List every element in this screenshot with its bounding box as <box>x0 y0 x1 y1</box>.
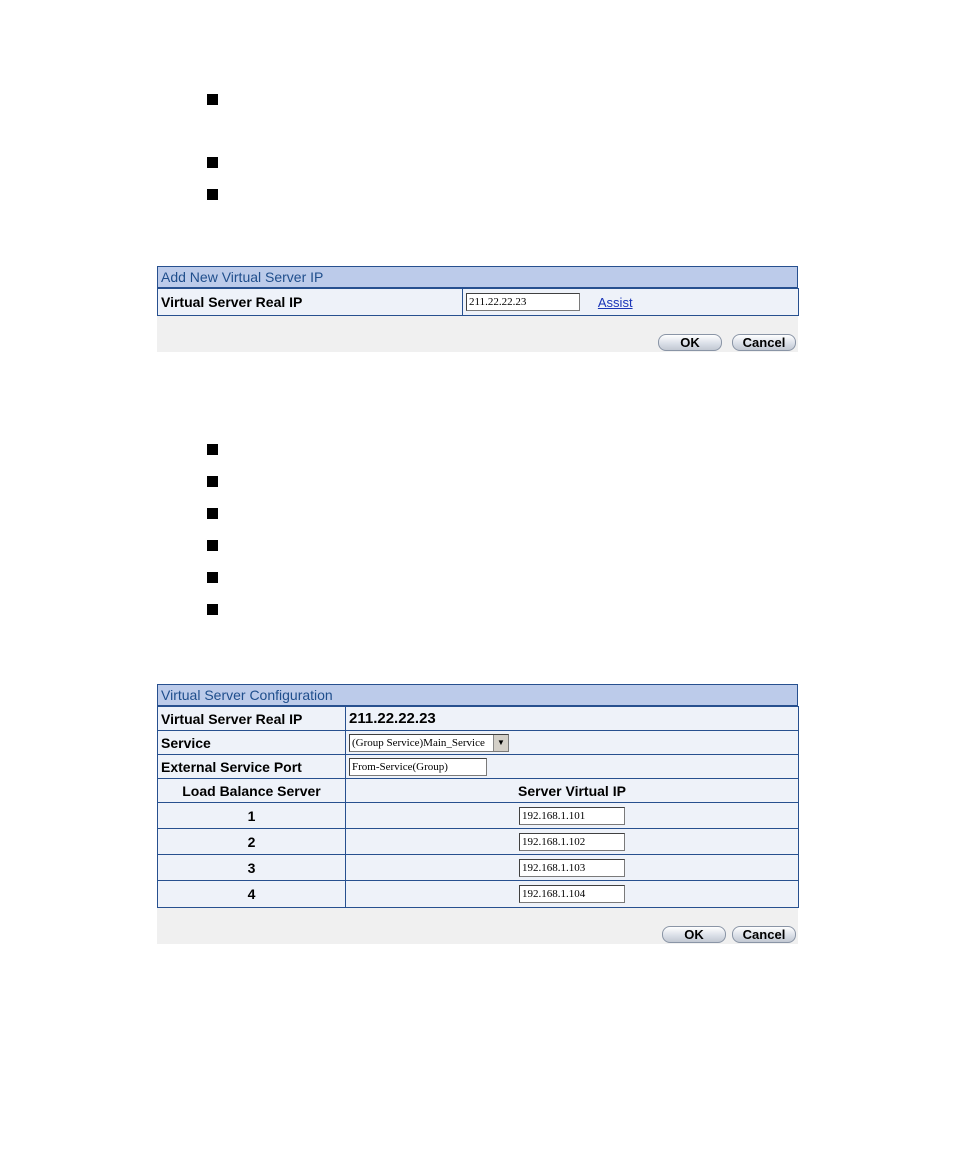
table-row <box>346 803 799 829</box>
add-virtual-server-table <box>157 288 799 316</box>
real-ip-value: 211.22.22.23 <box>346 707 799 731</box>
square-bullet-icon <box>207 476 218 487</box>
table-row <box>346 829 799 855</box>
column-header-server-virtual-ip: Server Virtual IP <box>346 779 799 803</box>
assist-link[interactable]: Assist <box>597 294 633 310</box>
ok-button[interactable]: OK <box>658 334 722 351</box>
ip-cell <box>463 289 799 316</box>
square-bullet-icon <box>207 444 218 455</box>
square-bullet-icon <box>207 508 218 519</box>
service-label: Service <box>158 731 346 755</box>
cancel-button[interactable]: Cancel <box>732 334 796 351</box>
add-virtual-server-ip-panel <box>157 266 798 352</box>
service-select[interactable] <box>349 734 509 752</box>
server-number: 3 <box>158 855 346 881</box>
chevron-down-icon[interactable]: ▼ <box>493 735 508 751</box>
panel-title: Virtual Server Configuration <box>157 684 798 706</box>
service-cell <box>346 731 799 755</box>
panel-footer <box>157 316 798 352</box>
server-virtual-ip-input[interactable]: 192.168.1.101 <box>519 807 625 825</box>
square-bullet-icon <box>207 604 218 615</box>
virtual-server-configuration-panel <box>157 684 798 944</box>
port-cell <box>346 755 799 779</box>
ok-button[interactable]: OK <box>662 926 726 943</box>
virtual-server-config-table <box>157 706 799 908</box>
server-number: 2 <box>158 829 346 855</box>
virtual-server-real-ip-input[interactable]: 211.22.22.23 <box>466 293 580 311</box>
server-virtual-ip-input[interactable]: 192.168.1.104 <box>519 885 625 903</box>
square-bullet-icon <box>207 540 218 551</box>
service-select-value: (Group Service)Main_Service <box>352 736 485 749</box>
table-row <box>346 855 799 881</box>
cancel-button[interactable]: Cancel <box>732 926 796 943</box>
panel-title: Add New Virtual Server IP <box>157 266 798 288</box>
server-virtual-ip-input[interactable]: 192.168.1.103 <box>519 859 625 877</box>
square-bullet-icon <box>207 94 218 105</box>
server-virtual-ip-input[interactable]: 192.168.1.102 <box>519 833 625 851</box>
square-bullet-icon <box>207 157 218 168</box>
external-service-port-input[interactable]: From-Service(Group) <box>349 758 487 776</box>
column-header-load-balance-server: Load Balance Server <box>158 779 346 803</box>
external-service-port-label: External Service Port <box>158 755 346 779</box>
server-number: 4 <box>158 881 346 908</box>
table-row <box>346 881 799 908</box>
panel-footer <box>157 908 798 944</box>
real-ip-label: Virtual Server Real IP <box>158 707 346 731</box>
square-bullet-icon <box>207 572 218 583</box>
square-bullet-icon <box>207 189 218 200</box>
virtual-server-real-ip-label: Virtual Server Real IP <box>158 289 463 316</box>
server-number: 1 <box>158 803 346 829</box>
